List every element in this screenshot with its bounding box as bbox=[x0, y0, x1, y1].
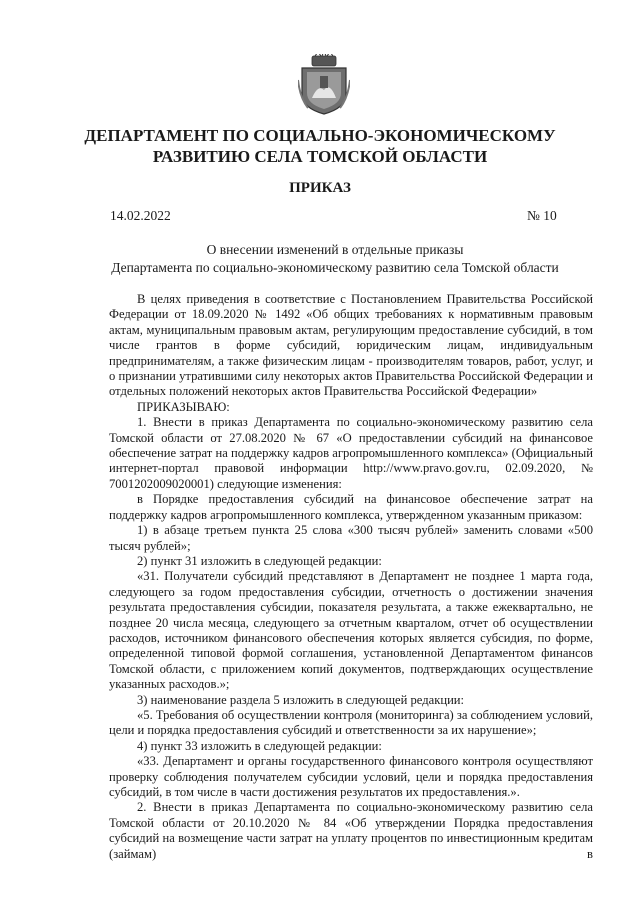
subject-line-1: О внесении изменений в отдельные приказы bbox=[206, 242, 464, 257]
order-word: ПРИКАЗЫВАЮ: bbox=[137, 399, 230, 414]
document-subject bbox=[100, 241, 570, 277]
document-type: ПРИКАЗ bbox=[289, 180, 351, 196]
item-2-paragraph: 2. Внести в приказ Департамента по социально-экономическому развитию села Томской области от 20.10.2020 № 84 «Об утверждении Порядка предоставления субсидий на возмещение части затрат на уплату процентов по инвестиционным кредитам (займам) в bbox=[109, 800, 593, 861]
subitem-1-paragraph: 1) в абзаце третьем пункта 25 слова «300 тысяч рублей» заменить словами «500 тысяч рублей»; bbox=[109, 523, 593, 553]
subitem-4-heading: 4) пункт 33 изложить в следующей редакции: bbox=[137, 738, 382, 753]
item-1-paragraph: 1. Внести в приказ Департамента по социально-экономическому развитию села Томской области от 27.08.2020 № 67 «О предоставлении субсидий на финансовое обеспечение затрат на поддержку кадров агропромышленного комплекса» (Официальный интернет-портал правовой информации http://www.pravo.gov.ru, 02.09.2020, № 7001202009020001) следующие изменения: bbox=[109, 415, 593, 491]
document-number: № 10 bbox=[527, 208, 557, 223]
preamble-paragraph: В целях приведения в соответствие с Постановлением Правительства Российской Федерации от 18.09.2020 № 1492 «Об общих требованиях к нормативным правовым актам, муниципальным правовым актам, регулирующим предоставление субсидий, в том числе грантов в форме субсидий, юридическим лицам, индивидуальным предпринимателям, а также физическим лицам - производителям товаров, работ, услуг, и о признании утратившими силу некоторых актов Правительства Российской Федерации и отдельных положений некоторых актов Правительства Российской Федерации» bbox=[109, 292, 593, 399]
subitem-4-text: «33. Департамент и органы государственного финансового контроля осуществляют проверку соблюдения получателем субсидии условий, цели и порядка предоставления субсидий, в том числе в части достижения результатов их предоставления.». bbox=[109, 754, 593, 799]
organization-name bbox=[60, 125, 580, 167]
document-body bbox=[109, 292, 593, 862]
subject-line-2: Департамента по социально-экономическому развитию села Томской области bbox=[111, 260, 559, 275]
document-date: 14.02.2022 bbox=[110, 208, 171, 223]
subitem-2-heading: 2) пункт 31 изложить в следующей редакции: bbox=[137, 553, 382, 568]
subitem-3-heading: 3) наименование раздела 5 изложить в следующей редакции: bbox=[137, 692, 465, 707]
org-line-2: РАЗВИТИЮ СЕЛА ТОМСКОЙ ОБЛАСТИ bbox=[152, 147, 488, 166]
item-1-intro-paragraph: в Порядке предоставления субсидий на финансовое обеспечение затрат на поддержку кадров агропромышленного комплекса, утвержденном указанным приказом: bbox=[109, 492, 593, 522]
subitem-3-text: «5. Требования об осуществлении контроля (мониторинга) за соблюдением условий, цели и порядка предоставления субсидий и ответственности за их нарушение»; bbox=[109, 707, 593, 738]
coat-of-arms-emblem bbox=[298, 54, 350, 116]
org-line-1: ДЕПАРТАМЕНТ ПО СОЦИАЛЬНО-ЭКОНОМИЧЕСКОМУ bbox=[84, 126, 556, 145]
subitem-2-text: «31. Получатели субсидий представляют в Департамент не позднее 1 марта года, следующего за годом предоставления субсидии, отчетность о достижении значения результата предоставления субсидии, показателя результата, а также ежеквартально, не позднее 20 числа месяца, следующего за отчетным кварталом, отчет об осуществлении расходов, источником финансового обеспечения которых является субсидия, по форме, определенной типовой формой соглашения, установленной Департаментом финансов Томской области, с приложением копий документов, подтверждающих осуществление указанных расходов.»; bbox=[109, 569, 593, 692]
